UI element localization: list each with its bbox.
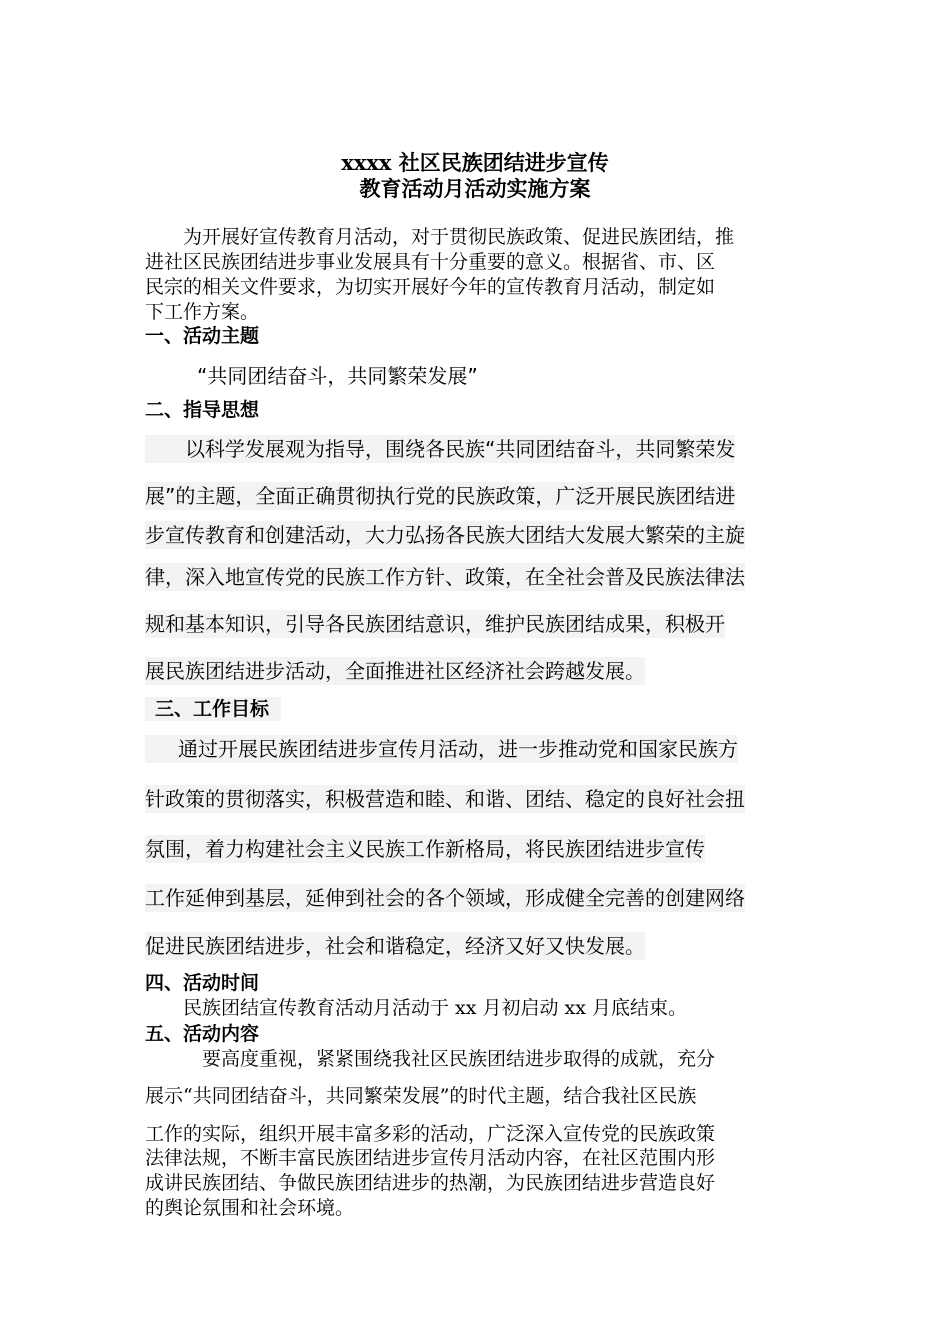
- content-line: 工作的实际，组织开展丰富多彩的活动，广泛深入宣传党的民族政策: [145, 1123, 716, 1145]
- content-line: 要高度重视，紧紧围绕我社区民族团结进步取得的成就，充分: [202, 1048, 716, 1070]
- guiding-line: 规和基本知识，引导各民族团结意识，维护民族团结成果，积极开: [145, 612, 725, 636]
- intro-line: 民宗的相关文件要求，为切实开展好今年的宣传教育月活动，制定如: [145, 276, 716, 298]
- guiding-line: 展民族团结进步活动，全面推进社区经济社会跨越发展。: [145, 659, 645, 683]
- goals-line: 针政策的贯彻落实，积极营造和睦、和谐、团结、稳定的良好社会扭: [145, 787, 745, 811]
- section-heading-activity-time: 四、活动时间: [145, 972, 260, 994]
- activity-time-text: 民族团结宣传教育活动月活动于 xx 月初启动 xx 月底结束。: [183, 997, 688, 1019]
- goals-line: 促进民族团结进步，社会和谐稳定，经济又好又快发展。: [145, 934, 645, 958]
- content-line: 展示“共同团结奋斗，共同繁荣发展”的时代主题，结合我社区民族: [145, 1085, 697, 1107]
- guiding-line: 以科学发展观为指导，围绕各民族“共同团结奋斗，共同繁荣发: [145, 435, 735, 463]
- content-line: 法律法规，不断丰富民族团结进步宣传月活动内容，在社区范围内形: [145, 1147, 716, 1169]
- guiding-line: 展”的主题，全面正确贯彻执行党的民族政策，广泛开展民族团结进: [145, 484, 736, 508]
- section-heading-theme: 一、活动主题: [145, 325, 260, 347]
- content-line: 成讲民族团结、争做民族团结进步的热潮，为民族团结进步营造良好: [145, 1172, 716, 1194]
- intro-line: 为开展好宣传教育月活动，对于贯彻民族政策、促进民族团结，推: [183, 226, 735, 248]
- goals-line: 氛围，着力构建社会主义民族工作新格局，将民族团结进步宣传: [145, 837, 705, 861]
- document-title-line-2: 教育活动月活动实施方案: [359, 176, 591, 201]
- guiding-line: 律，深入地宣传党的民族工作方针、政策，在全社会普及民族法律法: [145, 565, 745, 589]
- content-line: 的舆论氛围和社会环境。: [145, 1197, 355, 1219]
- intro-line: 进社区民族团结进步事业发展具有十分重要的意义。根据省、市、区: [145, 251, 716, 273]
- document-title-line-1: xxxx 社区民族团结进步宣传: [341, 150, 609, 175]
- guiding-line: 步宣传教育和创建活动，大力弘扬各民族大团结大发展大繁荣的主旋: [145, 523, 745, 547]
- intro-line: 下工作方案。: [145, 301, 260, 323]
- goals-line: 工作延伸到基层，延伸到社会的各个领域，形成健全完善的创建网络: [145, 886, 745, 910]
- goals-line: 通过开展民族团结进步宣传月活动，进一步推动党和国家民族方: [145, 735, 738, 763]
- section-heading-activity-content: 五、活动内容: [145, 1023, 260, 1045]
- theme-slogan: “共同团结奋斗，共同繁荣发展”: [197, 364, 478, 388]
- section-heading-guiding-thought: 二、指导思想: [145, 399, 260, 421]
- section-heading-work-goals: 三、工作目标: [145, 697, 281, 721]
